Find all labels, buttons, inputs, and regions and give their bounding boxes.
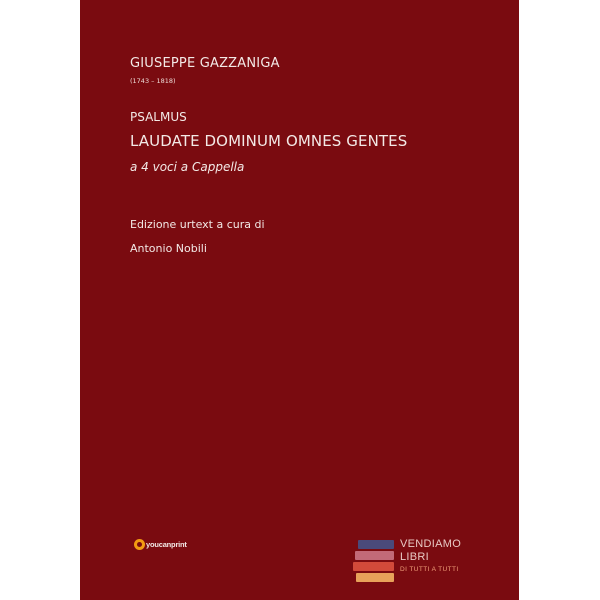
publisher-logo-text: youcanprint [146,539,187,549]
book-stack-bar-2 [355,551,394,560]
badge-line-1: VENDIAMO [400,538,462,550]
badge-line-3: DI TUTTI A TUTTI [400,566,459,573]
work-genre: PSALMUS [130,110,187,124]
work-title: LAUDATE DOMINUM OMNES GENTES [130,132,408,150]
book-cover [80,0,519,600]
youcanprint-logo-icon [134,539,145,550]
book-stack-bar-4 [356,573,394,582]
edition-line: Edizione urtext a cura di [130,218,265,231]
book-stack-bar-1 [358,540,394,549]
work-subtitle: a 4 voci a Cappella [130,160,245,174]
publisher-logo [134,538,187,550]
badge-line-2: LIBRI [400,551,430,563]
book-stack-icon [352,537,396,589]
badge-text [400,538,461,576]
editor-name: Antonio Nobili [130,242,207,255]
composer-dates: (1743 – 1818) [130,77,176,85]
vendiamo-libri-badge [352,537,472,589]
composer-name: GIUSEPPE GAZZANIGA [130,56,280,71]
book-stack-bar-3 [353,562,394,571]
